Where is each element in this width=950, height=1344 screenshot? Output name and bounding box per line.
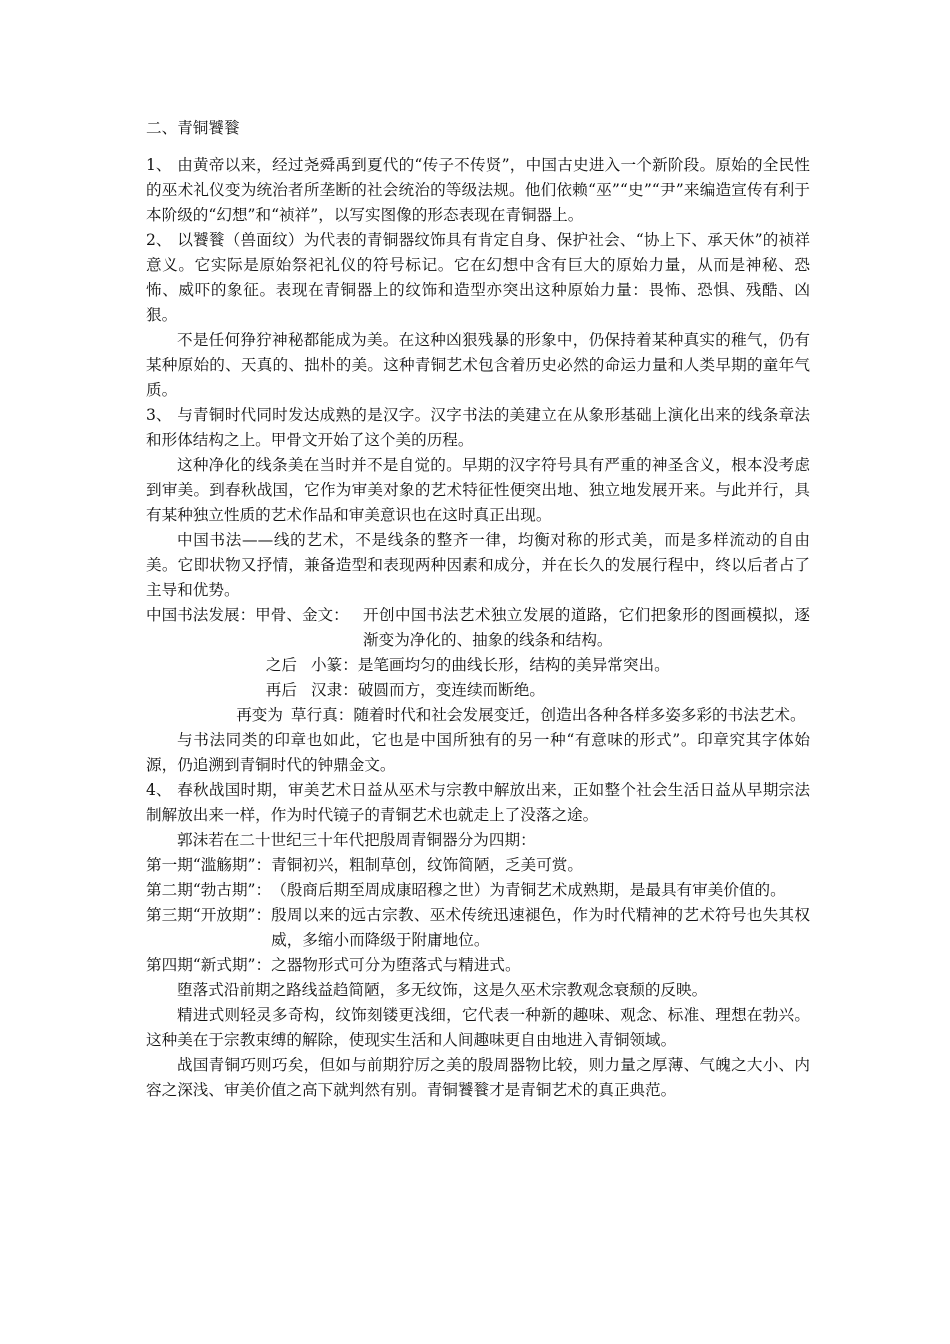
section-1-text: 由黄帝以来，经过尧舜禹到夏代的“传子不传贤”，中国古史进入一个新阶段。原始的全民性的巫术礼仪变为统治者所垄断的社会统治的等级法规。他们依赖“巫”“史”“尹”来编造宣传有利于本阶级的“幻想”和“祯祥”，以写实图像的形态表现在青铜器上。 (146, 156, 810, 224)
calligraphy-script-label: 草行真： (291, 706, 354, 724)
section-3-paragraph-2: 这种净化的线条美在当时并不是自觉的。早期的汉字符号具有严重的神圣含义，根本没考虑到审美。到春秋战国，它作为审美对象的艺术特征性便突出地、独立地发展开来。与此并行，具有某种独立性质的艺术作品和审美意识也在这时真正出现。 (146, 456, 810, 524)
calligraphy-stage-text: 随着时代和社会发展变迁，创造出各种各样多姿多彩的书法艺术。 (353, 706, 806, 724)
period-row (146, 853, 810, 878)
section-3-text: 与青铜时代同时发达成熟的是汉字。汉字书法的美建立在从象形基础上演化出来的线条章法和形体结构之上。甲骨文开始了这个美的历程。 (146, 406, 810, 449)
calligraphy-development-row (146, 603, 810, 653)
period-text: （殷商后期至周成康昭穆之世）为青铜艺术成熟期，是最具有审美价值的。 (271, 881, 786, 899)
period-label: 第三期“开放期”： (146, 906, 272, 924)
section-4-paragraph-5: 战国青铜巧则巧矣，但如与前期狞厉之美的殷周器物比较，则力量之厚薄、气魄之大小、内容之深浅、审美价值之高下就判然有别。青铜饕餮才是青铜艺术的真正典范。 (146, 1056, 810, 1099)
section-3-paragraph-4: 与书法同类的印章也如此，它也是中国所独有的另一种“有意味的形式”。印章究其字体始源，仍追溯到青铜时代的钟鼎金文。 (146, 731, 810, 774)
period-label: 第二期“勃古期”： (146, 881, 272, 899)
section-4-text: 春秋战国时期，审美艺术日益从巫术与宗教中解放出来，正如整个社会生活日益从早期宗法制解放出来一样，作为时代镜子的青铜艺术也就走上了没落之途。 (146, 781, 810, 824)
section-2-number: 2、 (146, 231, 172, 249)
section-4-paragraph-4: 精进式则轻灵多奇构，纹饰刻镂更浅细，它代表一种新的趣味、观念、标准、理想在勃兴。这种美在于宗教束缚的解除，使现实生活和人间趣味更自由地进入青铜领域。 (146, 1006, 810, 1049)
calligraphy-stage-row (146, 678, 810, 703)
period-text: 之器物形式可分为堕落式与精进式。 (271, 956, 521, 974)
period-row (146, 953, 810, 978)
document-page (146, 116, 810, 1103)
section-4-paragraph-2: 郭沫若在二十世纪三十年代把殷周青铜器分为四期： (177, 831, 536, 849)
calligraphy-development-text: 开创中国书法艺术独立发展的道路，它们把象形的图画模拟，逐渐变为净化的、抽象的线条和结构。 (363, 606, 810, 649)
calligraphy-stage-row (146, 703, 810, 728)
section-4-paragraph (146, 778, 810, 828)
calligraphy-stage-row (146, 653, 810, 678)
calligraphy-development-label: 中国书法发展：甲骨、金文： (146, 606, 349, 624)
calligraphy-stage-text: 破圆而方，变连续而断绝。 (357, 681, 545, 699)
section-1-number: 1、 (146, 156, 172, 174)
section-2-paragraph-2: 不是任何狰狞神秘都能成为美。在这种凶狠残暴的形象中，仍保持着某种真实的稚气，仍有某种原始的、天真的、拙朴的美。这种青铜艺术包含着历史必然的命运力量和人类早期的童年气质。 (146, 331, 810, 399)
period-row (146, 903, 810, 953)
section-3-paragraph-3: 中国书法——线的艺术，不是线条的整齐一律，均衡对称的形式美，而是多样流动的自由美。它即状物又抒情，兼备造型和表现两种因素和成分，并在长久的发展行程中，终以后者占了主导和优势。 (146, 531, 810, 599)
calligraphy-script-label: 汉隶： (311, 681, 358, 699)
period-text: 殷周以来的远古宗教、巫术传统迅速褪色，作为时代精神的艺术符号也失其权威，多缩小而降级于附庸地位。 (271, 906, 810, 949)
section-1-paragraph (146, 153, 810, 228)
section-4-paragraph-3: 堕落式沿前期之路线益趋简陋，多无纹饰，这是久巫术宗教观念衰颓的反映。 (177, 981, 708, 999)
period-text: 青铜初兴，粗制草创，纹饰简陋，乏美可赏。 (271, 856, 583, 874)
section-4-number: 4、 (146, 781, 172, 799)
section-3-paragraph (146, 403, 810, 453)
calligraphy-script-label: 小篆： (311, 656, 358, 674)
section-heading: 二、青铜饕餮 (146, 119, 240, 137)
section-3-number: 3、 (146, 406, 172, 424)
period-label: 第一期“滥觞期”： (146, 856, 272, 874)
period-label: 第四期“新式期”： (146, 956, 272, 974)
section-2-paragraph (146, 228, 810, 328)
calligraphy-stage-label: 再变为 (236, 706, 283, 724)
section-2-text: 以饕餮（兽面纹）为代表的青铜器纹饰具有肯定自身、保护社会、“协上下、承天休”的祯祥意义。它实际是原始祭祀礼仪的符号标记。它在幻想中含有巨大的原始力量，从而是神秘、恐怖、威吓的象征。表现在青铜器上的纹饰和造型亦突出这种原始力量：畏怖、恐惧、残酷、凶狠。 (146, 231, 810, 324)
period-row (146, 878, 810, 903)
calligraphy-stage-label: 之后 (265, 656, 297, 674)
calligraphy-stage-text: 是笔画均匀的曲线长形，结构的美异常突出。 (357, 656, 670, 674)
calligraphy-stage-label: 再后 (265, 681, 297, 699)
